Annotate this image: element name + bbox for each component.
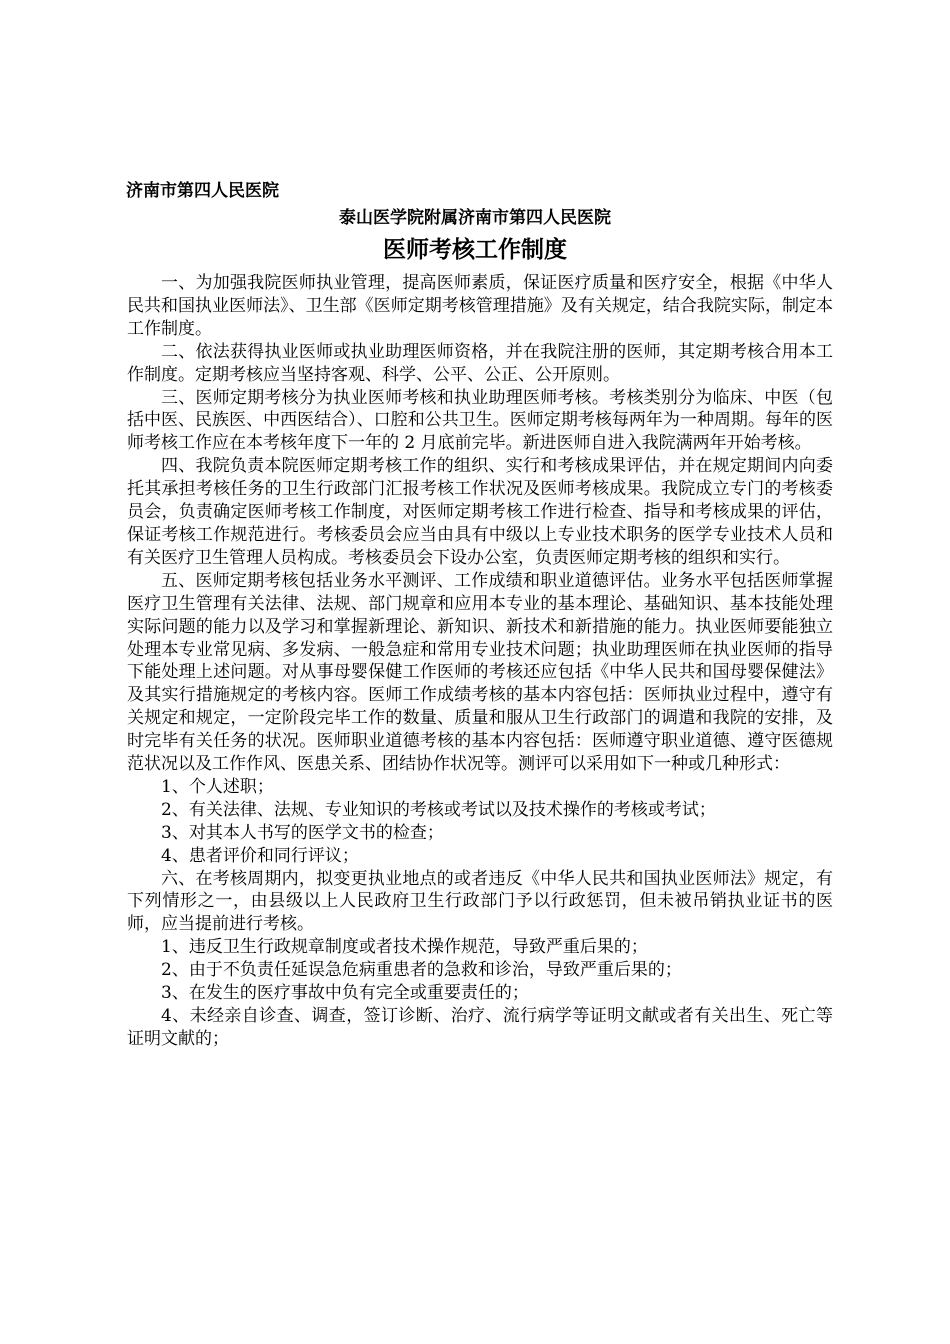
list-item: 4、患者评价和同行评议； — [161, 845, 359, 866]
list-item: 2、由于不负责任延误急危病重患者的急救和诊治，导致严重后果的； — [161, 960, 682, 981]
hospital-name: 济南市第四人民医院 — [126, 181, 279, 201]
paragraph-1: 一、为加强我院医师执业管理，提高医师素质，保证医疗质量和医疗安全，根据《中华人民共和国执业医师法》、卫生部《医师定期考核管理措施》及有关规定，结合我院实际，制定本工作制度。 — [127, 273, 833, 339]
paragraph-4: 四、我院负责本院医师定期考核工作的组织、实行和考核成果评估，并在规定期间内向委托其承担考核任务的卫生行政部门汇报考核工作状况及医师考核成果。我院成立专门的考核委员会，负责确定医师考核工作制度，对医师定期考核工作进行检查、指导和考核成果的评估，保证考核工作规范进行。考核委员会应当由具有中级以上专业技术职务的医学专业技术人员和有关医疗卫生管理人员构成。考核委员会下设办公室，负责医师定期考核的组织和实行。 — [127, 456, 833, 568]
list-item: 4、未经亲自诊查、调查，签订诊断、治疗、流行病学等证明文献或者有关出生、死亡等证明文献的； — [127, 1006, 833, 1049]
document-title: 医师考核工作制度 — [383, 236, 567, 263]
list-item: 1、个人述职； — [161, 776, 274, 797]
paragraph-6: 六、在考核周期内，拟变更执业地点的或者违反《中华人民共和国执业医师法》规定，有下列情形之一，由县级以上人民政府卫生行政部门予以行政惩罚，但未被吊销执业证书的医师，应当提前进行考核。 — [127, 868, 833, 935]
paragraph-3: 三、医师定期考核分为执业医师考核和执业助理医师考核。考核类别分为临床、中医（包括中医、民族医、中西医结合）、口腔和公共卫生。医师定期考核每两年为一种周期。每年的医师考核工作应在本考核年度下一年的 2 月底前完毕。新进医师自进入我院满两年开始考核。 — [127, 387, 833, 454]
list-item: 3、在发生的医疗事故中负有完全或重要责任的； — [161, 983, 529, 1004]
affiliated-hospital-name: 泰山医学院附属济南市第四人民医院 — [339, 208, 611, 228]
list-item: 3、对其本人书写的医学文书的检查； — [161, 822, 444, 843]
list-item: 2、有关法律、法规、专业知识的考核或考试以及技术操作的考核或考试； — [161, 799, 716, 820]
paragraph-5: 五、医师定期考核包括业务水平测评、工作成绩和职业道德评估。业务水平包括医师掌握医疗卫生管理有关法律、法规、部门规章和应用本专业的基本理论、基础知识、基本技能处理实际问题的能力以及学习和掌握新理论、新知识、新技术和新措施的能力。执业医师要能独立处理本专业常见病、多发病、一般急症和常用专业技术问题；执业助理医师在执业医师的指导下能处理上述问题。对从事母婴保健工作医师的考核还应包括《中华人民共和国母婴保健法》及其实行措施规定的考核内容。医师工作成绩考核的基本内容包括：医师执业过程中，遵守有关规定和规定，一定阶段完毕工作的数量、质量和服从卫生行政部门的调遣和我院的安排，及时完毕有关任务的状况。医师职业道德考核的基本内容包括：医师遵守职业道德、遵守医德规范状况以及工作作风、医患关系、团结协作状况等。测评可以采用如下一种或几种形式： — [127, 570, 833, 775]
paragraph-2: 二、依法获得执业医师或执业助理医师资格，并在我院注册的医师，其定期考核合用本工作制度。定期考核应当坚持客观、科学、公平、公正、公开原则。 — [127, 341, 833, 385]
document-body — [127, 272, 833, 1051]
list-item: 1、违反卫生行政规章制度或者技术操作规范，导致严重后果的； — [161, 937, 648, 958]
